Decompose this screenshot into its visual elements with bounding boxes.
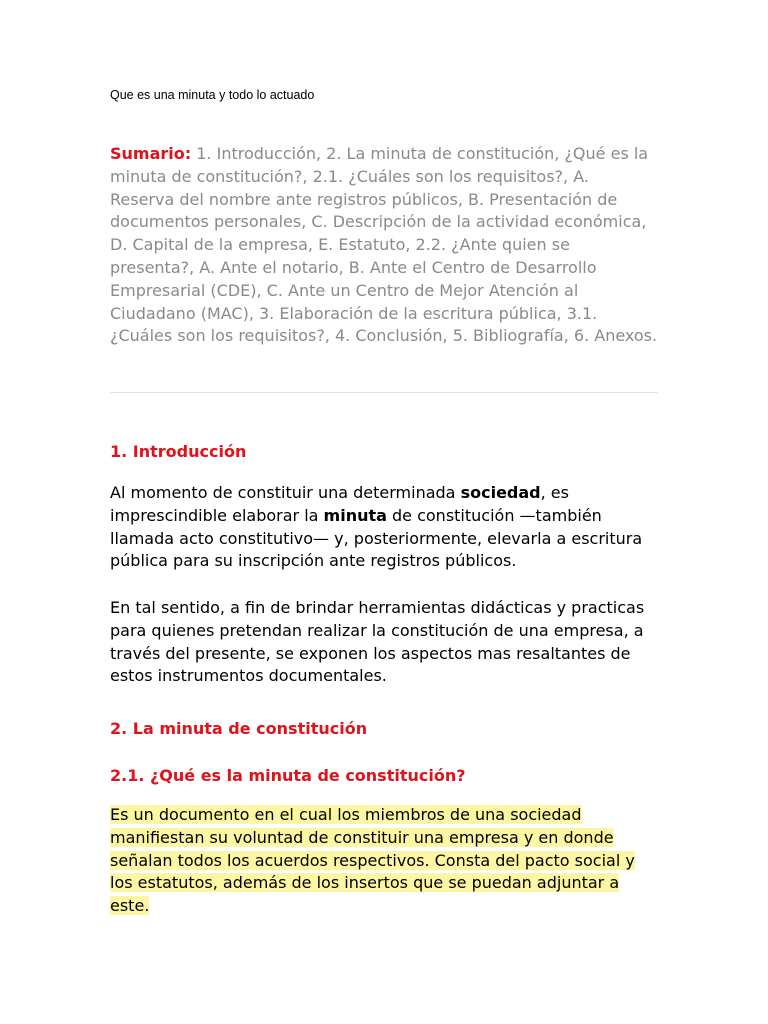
- term-sociedad: sociedad: [460, 483, 541, 502]
- subheading-que-es-minuta: 2.1. ¿Qué es la minuta de constitución?: [110, 766, 466, 785]
- intro-p1-text-2: , es imprescindible elaborar la: [110, 483, 569, 525]
- intro-p1-text-3: de constitución —también llamada acto constitutivo— y, posteriormente, elevarla a escritura pública para su inscripción ante registros públicos.: [110, 505, 643, 571]
- heading-minuta-constitucion: 2. La minuta de constitución: [110, 719, 368, 738]
- intro-p1-text-1: Al momento de constituir una determinada: [110, 483, 461, 502]
- term-minuta: minuta: [323, 505, 387, 525]
- intro-paragraph-2: En tal sentido, a fin de brindar herramientas didácticas y practicas para quienes pretendan realizar la constitución de una empresa, a través del presente, se exponen los aspectos mas resaltantes de estos instrumentos documentales.: [110, 598, 645, 686]
- highlighted-definition: Es un documento en el cual los miembros de una sociedad manifiestan su voluntad de constituir una empresa y en donde señalan todos los acuerdos respectivos. Consta del pacto social y los estatutos, además de los insertos que se puedan adjuntar a este.: [110, 805, 635, 916]
- summary-block: [110, 143, 658, 348]
- minuta-definition-paragraph: [110, 804, 658, 918]
- document-title: Que es una minuta y todo lo actuado: [110, 88, 315, 102]
- intro-paragraph-1: [110, 482, 658, 573]
- summary-label: Sumario:: [110, 144, 192, 163]
- heading-introduccion: 1. Introducción: [110, 442, 247, 461]
- summary-text: 1. Introducción, 2. La minuta de constitución, ¿Qué es la minuta de constitución?, 2.1. ¿Cuáles son los requisitos?, A. Reserva del nombre ante registros públicos, B. Presentación de documentos personales, C. Descripción de la actividad económica, D. Capital de la empresa, E. Estatuto, 2.2. ¿Ante quien se presenta?, A. Ante el notario, B. Ante el Centro de Desarrollo Empresarial (CDE), C. Ante un Centro de Mejor Atención al Ciudadano (MAC), 3. Elaboración de la escritura pública, 3.1. ¿Cuáles son los requisitos?, 4. Conclusión, 5. Bibliografía, 6. Anexos.: [110, 144, 658, 346]
- section-divider: [110, 392, 658, 393]
